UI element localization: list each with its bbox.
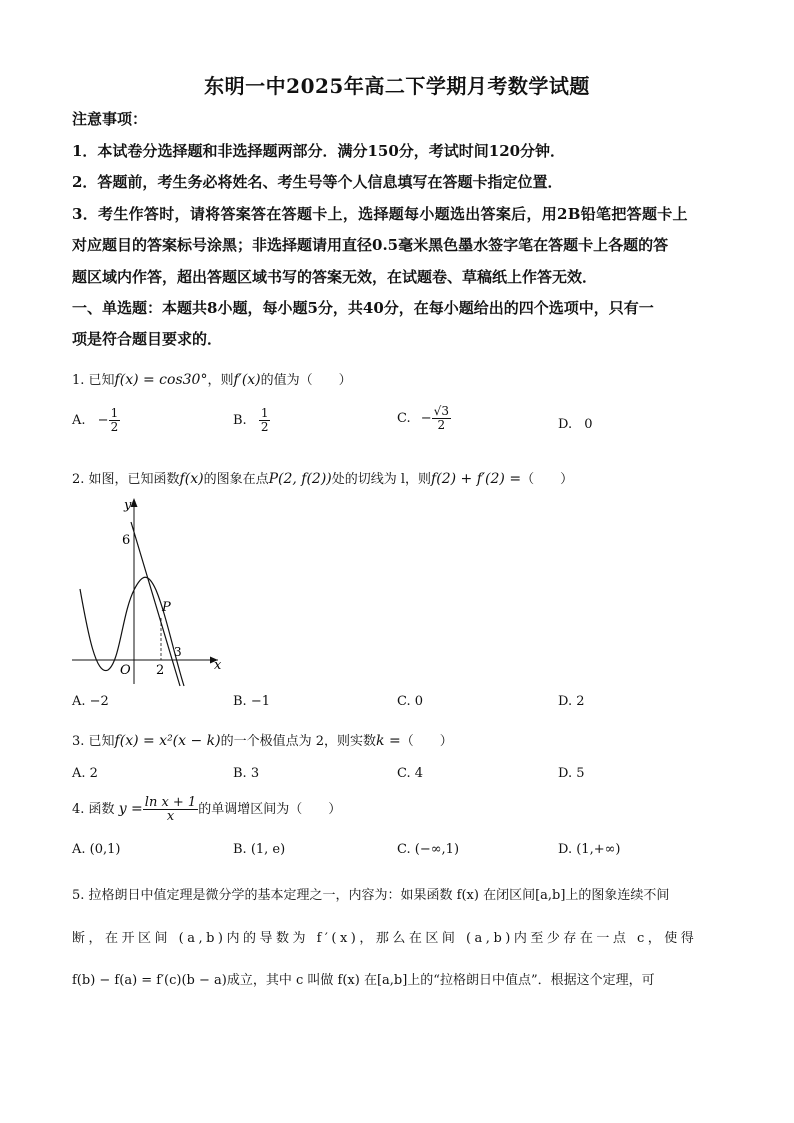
q4-option-b[interactable]: B. (1, e) — [233, 842, 286, 857]
y-axis-arrow — [131, 498, 138, 507]
denominator: 2 — [110, 420, 119, 434]
x-tick-2: 2 — [156, 663, 165, 678]
q4-option-d[interactable]: D. (1,+∞) — [558, 842, 621, 857]
q5-line-3: f(b) − f(a) = f′(c)(b − a)成立，其中 c 叫做 f(x) 在[a,b]上的“拉格朗日中值点”．根据这个定理，可 — [72, 973, 655, 988]
fraction — [432, 405, 451, 432]
origin-label: O — [120, 663, 131, 678]
notice-item-3-line-3: 题区域内作答，超出答题区域书写的答案无效，在试题卷、草稿纸上作答无效． — [72, 268, 598, 286]
q3-function: f(x) = x²(x − k) — [114, 733, 221, 749]
denominator: 2 — [260, 420, 269, 434]
section-heading-line-1: 一、单选题：本题共8小题，每小题5分，共40分，在每小题给出的四个选项中，只有一 — [72, 299, 654, 317]
fraction — [109, 407, 121, 434]
option-value: 0 — [584, 417, 593, 432]
q4-text-a: 4. 函数 — [72, 802, 115, 817]
q1-option-a[interactable] — [72, 407, 120, 434]
q1-expression: f(x) = cos30° — [114, 372, 208, 388]
q4-option-c[interactable]: C. (−∞,1) — [397, 842, 460, 857]
notice-heading: 注意事项： — [72, 110, 148, 128]
function-curve — [80, 577, 184, 686]
y-tick-6: 6 — [122, 533, 131, 548]
q2-option-b[interactable]: B. −1 — [233, 694, 270, 709]
q2-point: P(2, f(2)) — [268, 471, 332, 487]
notice-item-2: 2．答题前，考生务必将姓名、考生号等个人信息填写在答题卡指定位置． — [72, 173, 563, 191]
option-label: D. — [558, 417, 573, 432]
q2-text-a: 2. 如图，已知函数 — [72, 472, 180, 487]
q3-text-c: （ ） — [400, 734, 453, 749]
numerator: √3 — [433, 404, 449, 418]
y-axis-label: y — [124, 498, 132, 513]
question-4 — [72, 796, 341, 823]
numerator: 1 — [260, 406, 269, 420]
q3-option-d[interactable]: D. 5 — [558, 766, 585, 781]
q2-expression: f(2) + f′(2) = — [431, 471, 522, 487]
q3-text-a: 3. 已知 — [72, 734, 115, 749]
q4-fraction — [143, 796, 198, 823]
question-1 — [72, 369, 352, 388]
q2-text-d: （ ） — [521, 472, 574, 487]
q4-option-a[interactable]: A. (0,1) — [72, 842, 121, 857]
x-axis-label: x — [214, 658, 222, 673]
option-label: C. — [397, 411, 411, 426]
tangent-line — [131, 522, 180, 686]
q1-option-b[interactable] — [233, 407, 270, 434]
q3-option-b[interactable]: B. 3 — [233, 766, 260, 781]
q1-option-c[interactable] — [397, 405, 451, 432]
notice-item-3-line-2: 对应题目的答案标号涂黑；非选择题请用直径0.5毫米黑色墨水签字笔在答题卡上各题的答 — [72, 236, 669, 254]
q1-suffix: 的值为（ ） — [260, 373, 352, 388]
q2-option-a[interactable]: A. −2 — [72, 694, 109, 709]
q1-mid: ，则 — [207, 373, 234, 388]
denominator: 2 — [437, 418, 446, 432]
q2-function: f(x) — [179, 471, 204, 487]
q5-line-2: 断，在开区间 (a,b)内的导数为 f′(x)，那么在区间 (a,b)内至少存在一点 c，使得 — [72, 931, 698, 946]
sign: − — [97, 413, 109, 428]
point-p-label: P — [162, 600, 171, 615]
numerator: 1 — [110, 406, 119, 420]
numerator: ln x + 1 — [144, 795, 197, 810]
option-label: B. — [233, 413, 247, 428]
denominator: x — [166, 809, 175, 824]
q1-derivative: f′(x) — [233, 372, 261, 388]
notice-item-1: 1．本试卷分选择题和非选择题两部分．满分150分，考试时间120分钟． — [72, 142, 566, 160]
q3-text-b: 的一个极值点为 2，则实数 — [220, 734, 377, 749]
fraction — [259, 407, 271, 434]
option-label: A. — [72, 413, 86, 428]
q5-line-1: 5. 拉格朗日中值定理是微分学的基本定理之一，内容为：如果函数 f(x) 在闭区间[a,b]上的图象连续不间 — [72, 888, 670, 903]
question-2 — [72, 468, 573, 487]
question-3 — [72, 730, 453, 749]
section-heading-line-2: 项是符合题目要求的． — [72, 330, 223, 348]
q4-lhs: y = — [118, 801, 143, 817]
sign: − — [420, 411, 432, 426]
q3-variable: k = — [376, 733, 401, 749]
q3-option-a[interactable]: A. 2 — [72, 766, 98, 781]
page-title: 东明一中2025年高二下学期月考数学试题 — [204, 74, 590, 98]
notice-item-3-line-1: 3．考生作答时，请将答案答在答题卡上，选择题每小题选出答案后，用2B铅笔把答题卡上 — [72, 205, 688, 223]
q2-option-d[interactable]: D. 2 — [558, 694, 585, 709]
q4-text-b: 的单调增区间为（ ） — [198, 802, 342, 817]
q1-prefix: 1. 已知 — [72, 373, 115, 388]
q1-option-d[interactable] — [558, 417, 593, 432]
q2-option-c[interactable]: C. 0 — [397, 694, 424, 709]
q3-option-c[interactable]: C. 4 — [397, 766, 424, 781]
x-tick-3: 3 — [174, 645, 182, 659]
q2-text-b: 的图象在点 — [203, 472, 269, 487]
q2-graph — [68, 494, 228, 688]
q2-text-c: 处的切线为 l，则 — [331, 472, 432, 487]
